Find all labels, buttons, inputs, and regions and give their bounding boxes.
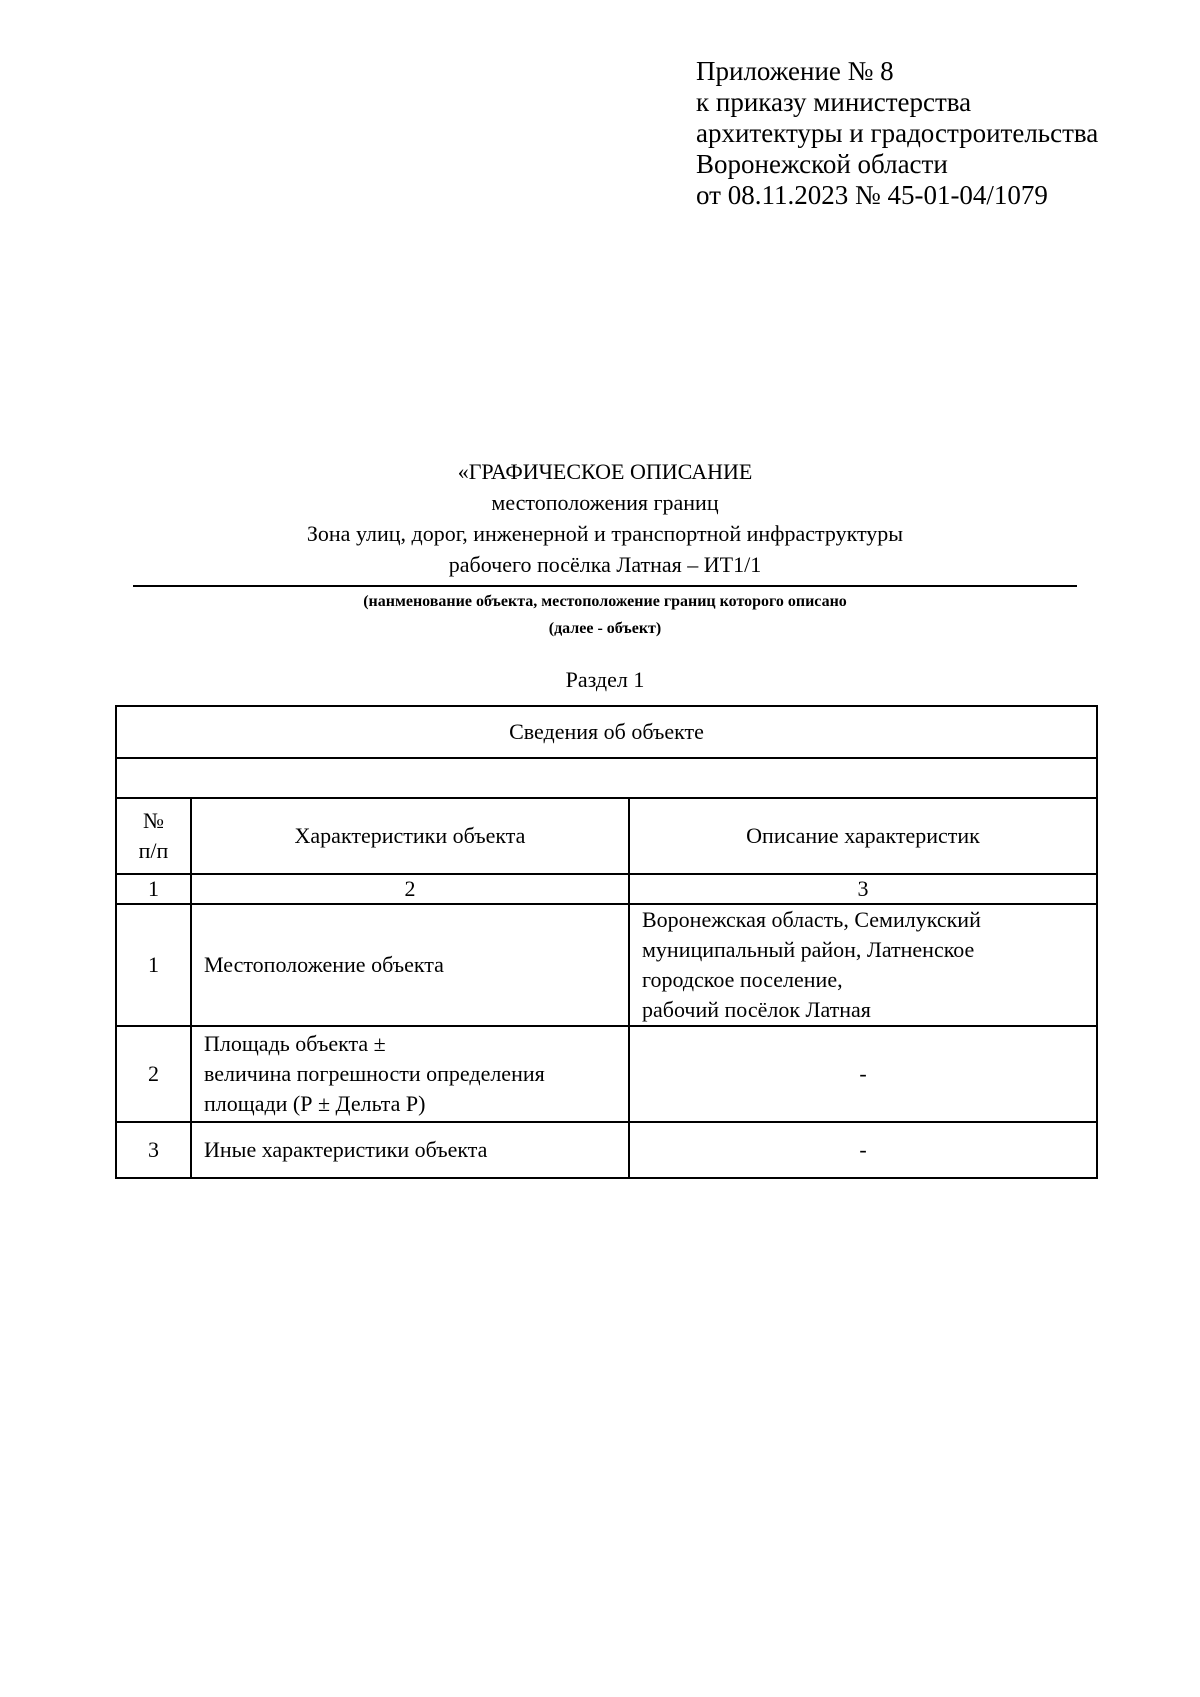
row-number: 2 [116, 1026, 191, 1122]
header-num [116, 798, 191, 874]
row-characteristic [191, 1122, 629, 1178]
heading-title: «ГРАФИЧЕСКОЕ ОПИСАНИЕ [457, 459, 753, 484]
characteristic-line: Иные характеристики объекта [204, 1137, 488, 1162]
column-index: 3 [629, 874, 1097, 904]
document-heading [133, 456, 1077, 580]
attachment-block [696, 56, 1098, 211]
table-row [116, 904, 1097, 1026]
description-line: - [859, 1061, 867, 1086]
row-description [629, 1026, 1097, 1122]
description-line: рабочий посёлок Латная [642, 997, 871, 1022]
object-info-table [115, 705, 1098, 1179]
object-name-line: рабочего посёлка Латная – ИТ1/1 [448, 552, 762, 577]
row-number: 3 [116, 1122, 191, 1178]
row-characteristic [191, 904, 629, 1026]
row-number: 1 [116, 904, 191, 1026]
table-header-row [116, 798, 1097, 874]
description-line: муниципальный район, Латненское [642, 937, 975, 962]
table-title: Сведения об объекте [116, 706, 1097, 758]
header-num-symbol: № [143, 808, 164, 833]
column-index: 2 [191, 874, 629, 904]
table-row [116, 1122, 1097, 1178]
attachment-line: архитектуры и градостроительства [696, 118, 1099, 148]
description-line: - [859, 1137, 867, 1162]
header-num-abbr: п/п [138, 838, 169, 863]
caption-line: (нанменование объекта, местоположение границ которого описано [363, 593, 847, 610]
characteristic-line: Площадь объекта ± [204, 1031, 386, 1056]
attachment-line: от 08.11.2023 № 45-01-04/1079 [696, 180, 1048, 210]
attachment-line: Приложение № 8 [696, 56, 894, 86]
object-caption [133, 588, 1077, 642]
description-line: Воронежская область, Семилукский [642, 907, 981, 932]
characteristic-line: величина погрешности определения [204, 1061, 545, 1086]
underline-divider [133, 585, 1077, 587]
row-description [629, 1122, 1097, 1178]
table-row [116, 1026, 1097, 1122]
heading-subtitle: местоположения границ [491, 490, 719, 515]
section-title: Раздел 1 [565, 667, 645, 692]
row-characteristic [191, 1026, 629, 1122]
characteristic-line: площади (Р ± Дельта Р) [204, 1091, 426, 1116]
object-name-line: Зона улиц, дорог, инженерной и транспортной инфраструктуры [306, 521, 904, 546]
attachment-line: Воронежской области [696, 149, 948, 179]
header-description: Описание характеристик [629, 798, 1097, 874]
attachment-line: к приказу министерства [696, 87, 972, 117]
caption-line: (далее - объект) [548, 620, 662, 637]
column-index-row [116, 874, 1097, 904]
column-index: 1 [116, 874, 191, 904]
characteristic-line: Местоположение объекта [204, 952, 444, 977]
description-line: городское поселение, [642, 967, 843, 992]
table-empty-row [116, 758, 1097, 798]
row-description [629, 904, 1097, 1026]
header-characteristics: Характеристики объекта [191, 798, 629, 874]
